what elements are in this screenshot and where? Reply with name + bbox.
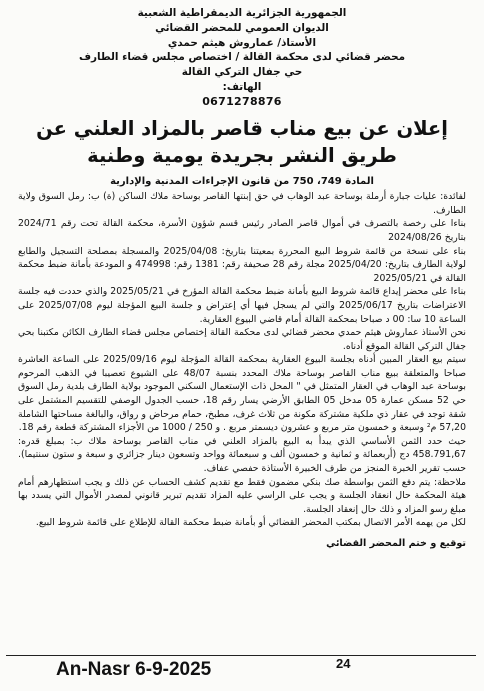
notice-title: إعلان عن بيع مناب قاصر بالمزاد العلني عن طريق النشر بجريدة يومية وطنية xyxy=(36,116,448,167)
paragraph-authorization: بناءا على رخصة بالتصرف في أموال قاصر الصادر رئيس قسم شؤون الأسرة، محكمة القالة تحت رقم 2024/71 بتاريخ 2024/08/26 xyxy=(18,218,466,243)
paragraph-beneficiary: لفائدة: عليات جبارة أرملة بوساحة عبد الوهاب في حق إبنتها القاصر بوساحة ملاك الساكن (ة) ب: رمل السوق ولاية الطارف. xyxy=(18,191,466,216)
paragraph-base-price: حيث حدد الثمن الأساسي الذي يبدأ به البيع بالمزاد العلني في مناب القاصر بوساحة ملاك ب: بمبلغ قدره: 458.791,67 دج (أربعمائة و ثمانية و خمسون ألف و سبعمائة وواحد وتسعون دينار جزائري و سبعة و ستون سنتيما). حسب تقرير الخبرة المنجز من طرف الخبيرة الأستاذة حفصي عفاف. xyxy=(18,435,466,475)
paragraph-contact: لكل من يهمه الأمر الاتصال بمكتب المحضر القضائي أو بأمانة ضبط محكمة القالة للإطلاع على قائمة شروط البيع. xyxy=(35,517,466,529)
notice-header xyxy=(18,6,466,110)
page-number: 24 xyxy=(336,656,351,671)
law-reference: المادة 749، 750 من قانون الإجراءات المدنية والإدارية xyxy=(110,175,374,187)
notice-body xyxy=(18,175,466,551)
paragraph-property: سيتم بيع العقار المبين أدناه بجلسة البيوع العقارية بمحكمة القالة المؤجلة ليوم 2025/09/16 على الساعة العاشرة صباحا والمتعلقة ببيع مناب القاصر بوساحة ملاك المحدد بنسبة 48/07 على الشيوع تعصيبا في الذهب المرحوم بوساحة عبد الوهاب في العقار المتمثل في " المحل ذات الإستعمال السكني الموجود بولاية الطارف بلدية رمل السوق حي 52 مسكن عمارة 05 مدخل 05 الطابق الأرضي يسار رقم 18، حسب الجدول الوصفي للتقسيم المشتمل على شقة توجد في عقار ذي ملكية مشتركة مكونة من ثلاث غرف، مطبخ، حمام مرحاض و رواق، والبالغة مساحتها الشاملة 57,20 م² وسبعة و خمسون متر مربع و عشرون ديسمتر مربع . و 250 / 1000 من الأجزاء المشتركة قطعة رقم 18. xyxy=(18,354,467,434)
address-line: حي جفال التركي القالة xyxy=(181,66,303,79)
paragraph-conditions-copy: بناء على نسخة من قائمة شروط البيع المحررة بمعيتنا بتاريخ: 2025/04/08 والمسجلة بمصلحة التسجيل والطابع لولاية الطارف بتاريخ: 2025/04/20 مجلة رقم 28 صحيفة رقم: 1381 رقم: 474998 و المودعة بأمانة ضبط محكمة القالة في 2025/05/21 xyxy=(18,245,466,284)
paragraph-bailiff: نحن الأستاذ عماروش هيثم حمدي محضر قضائي لدى محكمة القالة إختصاص مجلس قضاء الطارف الكائن مكتبنا بحي جفال التركي القالة الموقع أدناه. xyxy=(18,327,466,352)
signature-line: توقيع و ختم المحضر القضائي xyxy=(326,538,466,550)
phone-label: الهاتف: xyxy=(222,80,262,93)
phone-number: 0671278876 xyxy=(202,94,282,108)
jurisdiction-line: محضر قضائي لدى محكمة القالة / اختصاص مجلس قضاء الطارف xyxy=(78,51,406,64)
bailiff-name: الأستاذ/ عماروش هيثم حمدي xyxy=(167,36,317,49)
office-line: الديوان العمومي للمحضر القضائي xyxy=(155,21,329,34)
paragraph-deposit-record: بناءا على محضر إيداع قائمة شروط البيع بأمانة ضبط محكمة القالة المؤرخ في 2025/05/21 والذي حددت فيه جلسة الاعتراضات بتاريخ 2025/06/17 والتي لم يسجل فيها أي إعتراض و جلسة البيع المؤجلة ليوم 2025/07/08 على الساعة 10 سا: 00 د صباحا بمحكمة القالة أمام قاضي البيوع العقارية. xyxy=(18,286,466,325)
legal-notice xyxy=(18,6,466,551)
republic-line: الجمهورية الجزائرية الديمقراطية الشعبية xyxy=(137,7,347,19)
paragraph-note: ملاحظة: يتم دفع الثمن بواسطة صك بنكي مضمون فقط مع تقديم كشف الحساب عن ذلك و يجب استظهارهم أمام هيئة المحكمة حال انعقاد الجلسة و يجب على الراسي عليه المزاد تقديم تبرير قانوني لمصدر الأموال التي يسدد بها مبلغ رسو المزاد و ذلك حال إنعقاد الجلسة. xyxy=(18,476,466,515)
page-footer xyxy=(6,655,476,684)
newspaper-source: An-Nasr 6-9-2025 xyxy=(56,659,212,680)
